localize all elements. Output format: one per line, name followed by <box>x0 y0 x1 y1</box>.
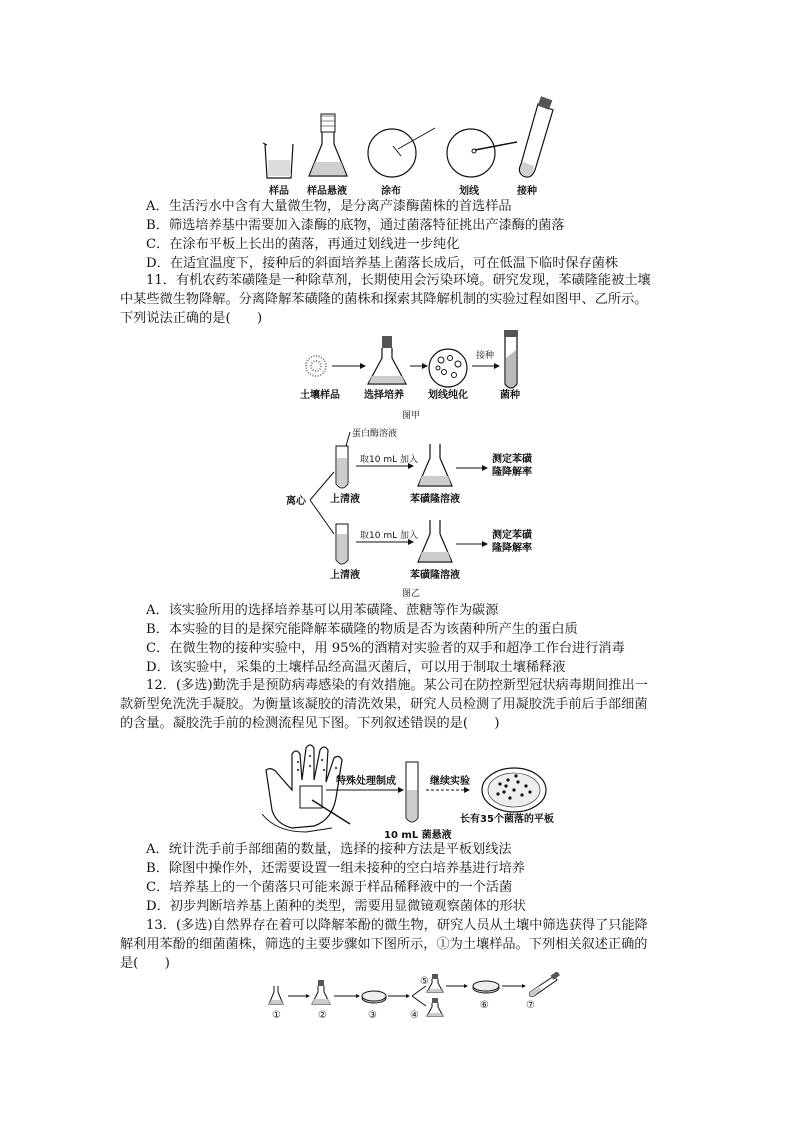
label-selective-culture: 选择培养 <box>364 390 404 401</box>
step7-tube-icon <box>530 972 560 997</box>
q12-stem-1: 12．(多选)勤洗手是预防病毒感染的有效措施。某公司在防控新型冠状病毒期间推出一 <box>146 678 648 693</box>
q13-stem-2: 解利用苯酚的细菌菌株，筛选的主要步骤如下图所示，①为土壤样品。下列相关叙述正确的 <box>120 937 648 952</box>
label-supernatant-lower: 上清液 <box>330 570 360 581</box>
label-measure-lower-1: 测定苯磺 <box>492 530 532 541</box>
label-streak-purify: 划线纯化 <box>428 390 468 401</box>
step2-flask-icon <box>312 980 330 1004</box>
figure-q13 <box>264 972 564 1022</box>
label-step-3: ③ <box>368 1010 377 1021</box>
spreading-plate-icon <box>368 128 435 177</box>
selective-culture-flask-icon <box>368 336 406 384</box>
label-strain: 菌种 <box>500 390 520 401</box>
caption-jia: 图甲 <box>402 411 421 421</box>
label-step-4: ④ <box>410 1010 419 1021</box>
label-streak: 划线 <box>459 186 479 197</box>
supernatant-tube-upper-icon <box>336 446 348 488</box>
label-step-7: ⑦ <box>526 1000 535 1011</box>
q11-option-d: D．该实验中，采集的土壤样品经高温灭菌后，可以用于制取土壤稀释液 <box>146 660 566 675</box>
q12-stem-3: 的含量。凝胶洗手前的检测流程见下图。下列叙述错误的是( ) <box>120 716 500 731</box>
arrow-label-inoculate: 接种 <box>476 351 495 361</box>
q11-option-b: B．本实验的目的是探究能降解苯磺隆的物质是否为该菌种所产生的蛋白质 <box>146 622 578 637</box>
q10-option-d: D．在适宜温度下，接种后的斜面培养基上菌落长成后，可在低温下临时保存菌株 <box>146 256 619 271</box>
soil-sample-icon <box>306 356 326 376</box>
beaker-icon <box>263 143 293 178</box>
label-suspension-10ml: 10 mL 菌悬液 <box>384 830 452 841</box>
q11-option-c: C．在微生物的接种实验中，用 95%的酒精对实验者的双手和超净工作台进行消毒 <box>146 641 625 656</box>
label-colony-plate: 长有35个菌落的平板 <box>460 814 554 825</box>
label-continue: 继续实验 <box>430 776 470 787</box>
q11-stem-1: 11．有机农药苯磺隆是一种除草剂，长期使用会污染环境。研究发现，苯磺隆能被土壤 <box>146 273 651 288</box>
label-measure-upper-1: 测定苯磺 <box>492 454 532 465</box>
streak-plate-icon <box>429 349 467 387</box>
label-centrifuge: 离心 <box>286 496 306 507</box>
solution-flask-lower-icon <box>418 520 452 562</box>
label-step-5: ⑤ <box>420 976 429 987</box>
label-measure-lower-2: 隆降解率 <box>492 543 532 554</box>
colony-plate-icon <box>482 768 546 812</box>
suspension-tube-icon <box>406 762 418 822</box>
label-measure-upper-2: 隆降解率 <box>492 467 532 478</box>
q11-option-a: A．该实验所用的选择培养基可以用苯磺隆、蔗糖等作为碳源 <box>146 603 499 618</box>
q10-option-b: B．筛选培养基中需要加入漆酶的底物，通过菌落特征挑出产漆酶的菌落 <box>146 218 565 233</box>
q10-option-c: C．在涂布平板上长出的菌落，再通过划线进一步纯化 <box>146 237 460 252</box>
label-solution-upper: 苯磺隆溶液 <box>410 494 460 505</box>
supernatant-tube-lower-icon <box>336 524 348 564</box>
strain-tube-icon <box>504 330 518 388</box>
q12-option-a: A．统计洗手前手部细菌的数量，选择的接种方法是平板划线法 <box>146 842 512 857</box>
step5-flask-icon <box>427 974 443 992</box>
step3-plate-icon <box>362 991 386 1003</box>
q12-option-c: C．培养基上的一个菌落只可能来源于样品稀释液中的一个活菌 <box>146 880 513 895</box>
figure-yi <box>286 424 550 600</box>
flask-icon <box>309 114 347 176</box>
label-special-process: 特殊处理制成 <box>336 776 396 787</box>
hand-icon <box>262 745 350 832</box>
label-take-lower: 取10 mL 加入 <box>360 531 418 541</box>
q12-option-d: D．初步判断培养基上菌种的类型，需要用显微镜观察菌体的形状 <box>146 899 526 914</box>
solution-flask-upper-icon <box>418 444 452 486</box>
label-step-6: ⑥ <box>480 1000 489 1011</box>
figure-jia <box>298 328 538 424</box>
slant-tube-icon <box>519 96 553 177</box>
caption-yi: 图乙 <box>402 589 421 599</box>
q12-stem-2: 款新型免洗洗手凝胶。为衡量该凝胶的清洗效果，研究人员检测了用凝胶洗手前后手部细菌 <box>120 697 648 712</box>
streaking-plate-icon <box>447 129 517 177</box>
label-spread: 涂布 <box>381 186 401 197</box>
label-soil-sample: 土壤样品 <box>300 390 340 401</box>
label-take-upper: 取10 mL 加入 <box>360 455 418 465</box>
step6-plate-icon <box>473 981 499 993</box>
step4-flask-icon <box>427 998 443 1016</box>
step1-flask-icon <box>269 986 283 1004</box>
q10-option-a: A．生活污水中含有大量微生物，是分离产漆酶菌株的首选样品 <box>146 199 512 214</box>
label-solution-lower: 苯磺隆溶液 <box>410 570 460 581</box>
q11-stem-3: 下列说法正确的是( ) <box>120 311 263 326</box>
q13-stem-1: 13．(多选)自然界存在着可以降解苯酚的微生物，研究人员从土壤中筛选获得了只能降 <box>146 918 648 933</box>
label-suspension: 样品悬液 <box>307 186 347 197</box>
label-inoculate: 接种 <box>517 186 537 197</box>
q13-stem-3: 是( ) <box>120 956 170 971</box>
label-supernatant-upper: 上清液 <box>330 494 360 505</box>
figure-isolation-process <box>255 96 555 200</box>
label-step-2: ② <box>318 1010 327 1021</box>
label-sample: 样品 <box>269 186 289 197</box>
label-protease: 蛋白酶溶液 <box>352 429 398 439</box>
q11-stem-2: 中某些微生物降解。分离降解苯磺隆的菌株和探索其降解机制的实验过程如图甲、乙所示。 <box>120 292 648 307</box>
figure-q12 <box>262 740 562 844</box>
q12-option-b: B．除图中操作外，还需要设置一组未接种的空白培养基进行培养 <box>146 861 525 876</box>
label-step-1: ① <box>272 1010 281 1021</box>
